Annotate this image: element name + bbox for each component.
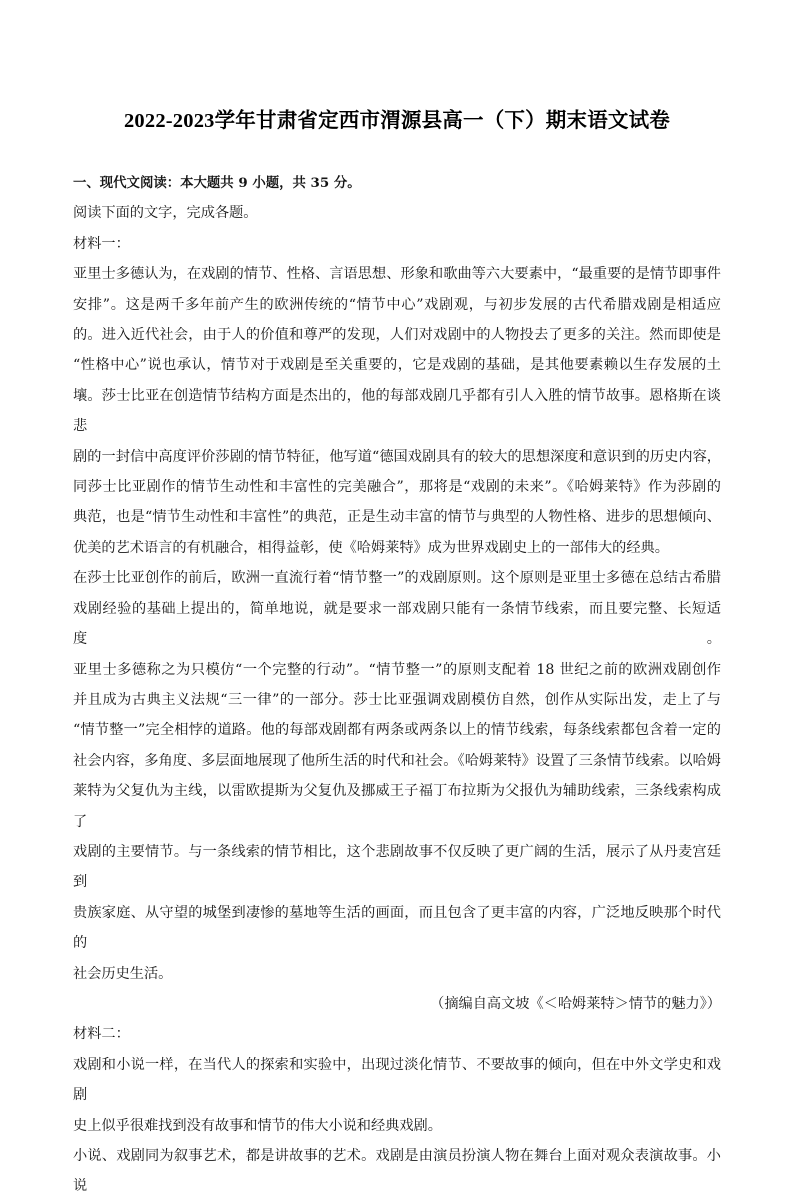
text-line: 优美的艺术语言的有机融合，相得益彰，使《哈姆莱特》成为世界戏剧史上的一部伟大的经典。 — [73, 539, 669, 556]
text-line: 戏剧的主要情节。与一条线索的情节相比，这个悲剧故事不仅反映了更广阔的生活，展示了从丹麦宫廷到 — [73, 843, 721, 891]
text-line: 戏剧经验的基础上提出的，简单地说，就是要求一部戏剧只能有一条情节线索，而且要完整、长短适度。 — [73, 600, 721, 648]
material-label: 材料二： — [73, 1026, 130, 1043]
text-line: 典范，也是“情节生动性和丰富性”的典范，正是生动丰富的情节与典型的人物性格、进步的思想倾向、 — [73, 509, 721, 526]
text-line: 安排”。这是两千多年前产生的欧洲传统的“情节中心”戏剧观，与初步发展的古代希腊戏剧是相适应 — [73, 296, 721, 313]
material-label: 材料一： — [73, 235, 130, 252]
text-line: 并且成为古典主义法规“三一律”的一部分。莎士比亚强调戏剧模仿自然，创作从实际出发，走上了与 — [73, 691, 721, 708]
page-title: 2022-2023学年甘肃省定西市渭源县高一（下）期末语文试卷 — [123, 110, 671, 132]
text-line: 的。进入近代社会，由于人的价值和尊严的发现，人们对戏剧中的人物投去了更多的关注。然而即使是 — [73, 327, 721, 344]
text-line: 贵族家庭、从守望的城堡到凄惨的墓地等生活的画面，而且包含了更丰富的内容，广泛地反映那个时代的 — [73, 904, 721, 952]
text-line: “性格中心”说也承认，情节对于戏剧是至关重要的，它是戏剧的基础，是其他要素赖以生存发展的土 — [73, 357, 721, 374]
text-line: “情节整一”完全相悖的道路。他的每部戏剧都有两条或两条以上的情节线索，每条线索都包含着一定的 — [73, 722, 721, 739]
text-line: 壤。莎士比亚在创造情节结构方面是杰出的，他的每部戏剧几乎都有引人入胜的情节故事。恩格斯在谈悲 — [73, 387, 721, 435]
text-line: 剧的一封信中高度评价莎剧的情节特征，他写道“德国戏剧具有的较大的思想深度和意识到的历史内容， — [73, 448, 721, 465]
text-line: 在莎士比亚创作的前后，欧洲一直流行着“情节整一”的戏剧原则。这个原则是亚里士多德在总结古希腊 — [73, 570, 721, 587]
section-heading: 一、现代文阅读：本大题共 9 小题，共 35 分。 — [73, 175, 361, 191]
text-line: 小说、戏剧同为叙事艺术，都是讲故事的艺术。戏剧是由演员扮演人物在舞台上面对观众表演故事。小说 — [73, 1148, 721, 1195]
text-line: 同莎士比亚剧作的情节生动性和丰富性的完美融合”，那将是“戏剧的未来”。《哈姆莱特》作为莎剧的 — [73, 479, 721, 496]
text-line: 史上似乎很难找到没有故事和情节的伟大小说和经典戏剧。 — [73, 1117, 442, 1134]
text-line: 莱特为父复仇为主线，以雷欧提斯为父复仇及挪威王子福丁布拉斯为父报仇为辅助线索，三条线索构成了 — [73, 783, 721, 830]
text-line: 社会内容，多角度、多层面地展现了他所生活的时代和社会。《哈姆莱特》设置了三条情节线索。以哈姆 — [73, 752, 721, 769]
text-line: 戏剧和小说一样，在当代人的探索和实验中，出现过淡化情节、不要故事的倾向，但在中外文学史和戏剧 — [73, 1056, 721, 1104]
source-citation: （摘编自高文坡《＜哈姆莱特＞情节的魅力》） — [430, 995, 721, 1012]
instruction-text: 阅读下面的文字，完成各题。 — [73, 205, 258, 222]
document-body — [73, 168, 721, 1202]
text-line: 亚里士多德称之为只模仿“一个完整的行动”。“情节整一”的原则支配着 18 世纪之前的欧洲戏剧创作 — [73, 661, 721, 678]
text-line: 社会历史生活。 — [73, 965, 173, 982]
text-line: 亚里士多德认为，在戏剧的情节、性格、言语思想、形象和歌曲等六大要素中，“最重要的是情节即事件 — [73, 266, 721, 283]
